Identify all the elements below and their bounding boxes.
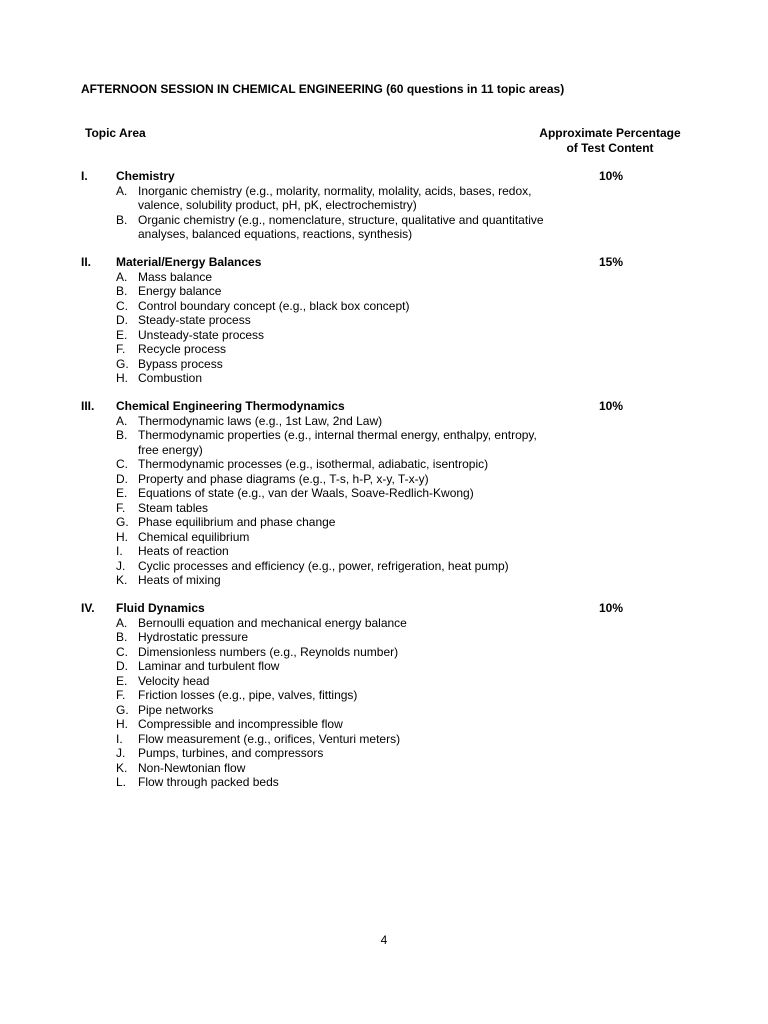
list-item [116,544,556,559]
item-letter: F. [116,688,126,702]
list-item [116,357,556,372]
section-items [116,616,556,790]
list-item [116,515,556,530]
item-text: Bypass process [138,356,223,371]
item-text: Velocity head [138,673,210,688]
list-item [116,659,556,674]
list-item [116,746,556,761]
item-letter: B. [116,630,128,644]
item-letter: C. [116,644,128,659]
item-text: Unsteady-state process [138,327,265,342]
item-text: Chemical equilibrium [138,529,250,544]
item-text: Laminar and turbulent flow [138,659,280,673]
section-number: IV. [81,601,95,615]
section-items [116,270,556,386]
item-letter: D. [116,313,128,327]
list-item [116,688,556,703]
item-text: Hydrostatic pressure [138,630,249,644]
section-percentage: 10% [598,399,624,413]
item-letter: A. [116,269,128,284]
item-letter: I. [116,544,123,558]
percentage-header [520,126,700,155]
item-letter: C. [116,298,128,313]
item-letter: E. [116,486,128,500]
item-text: Property and phase diagrams (e.g., T-s, h-P, x-y, T-x-y) [138,471,429,486]
section-percentage: 10% [598,169,624,183]
list-item [116,328,556,343]
item-text: Inorganic chemistry (e.g., molarity, normality, molality, acids, bases, redox, valence, solubility product, pH, pK, electrochemistry) [138,183,532,212]
list-item [116,371,556,386]
list-item [116,703,556,718]
item-text: Thermodynamic properties (e.g., internal thermal energy, enthalpy, entropy, free energy) [138,428,537,457]
list-item [116,486,556,501]
item-letter: B. [116,428,128,442]
item-letter: B. [116,284,128,298]
section-percentage: 15% [598,255,624,269]
item-text: Phase equilibrium and phase change [138,515,336,529]
item-letter: J. [116,746,126,760]
list-item [116,270,556,285]
item-letter: K. [116,573,128,587]
list-item [116,284,556,299]
item-text: Cyclic processes and efficiency (e.g., power, refrigeration, heat pump) [138,558,509,573]
section-title: Chemical Engineering Thermodynamics [116,399,345,413]
section-title: Material/Energy Balances [116,255,262,269]
list-item [116,472,556,487]
item-text: Control boundary concept (e.g., black box concept) [138,298,410,313]
item-letter: F. [116,342,126,356]
section-number: I. [81,169,88,183]
list-item [116,313,556,328]
item-letter: A. [116,183,128,198]
item-text: Energy balance [138,284,222,298]
item-text: Equations of state (e.g., van der Waals, Soave-Redlich-Kwong) [138,486,474,500]
percentage-header-line1: Approximate Percentage [539,126,681,140]
item-text: Thermodynamic laws (e.g., 1st Law, 2nd Law) [138,413,383,428]
list-item [116,299,556,314]
list-item [116,428,556,457]
section-items [116,184,556,242]
item-letter: C. [116,457,128,471]
item-text: Non-Newtonian flow [138,760,246,775]
list-item [116,761,556,776]
item-letter: D. [116,471,128,486]
item-text: Heats of reaction [138,544,229,558]
list-item [116,342,556,357]
list-item [116,573,556,588]
list-item [116,674,556,689]
item-letter: H. [116,371,128,385]
item-letter: G. [116,702,129,717]
list-item [116,457,556,472]
item-letter: I. [116,731,123,746]
item-text: Flow through packed beds [138,775,279,789]
list-item [116,645,556,660]
list-item [116,414,556,429]
list-item [116,213,556,242]
list-item [116,775,556,790]
topic-area-header: Topic Area [85,126,146,140]
item-letter: D. [116,659,128,673]
list-item [116,616,556,631]
percentage-header-line2: of Test Content [566,140,654,155]
section-number: II. [81,255,92,269]
item-letter: A. [116,413,128,428]
item-text: Compressible and incompressible flow [138,717,343,731]
section-title: Fluid Dynamics [116,601,205,615]
item-letter: H. [116,529,128,544]
list-item [116,184,556,213]
item-text: Organic chemistry (e.g., nomenclature, structure, qualitative and quantitative analyses, balanced equations, reactions, synthesis) [138,212,544,241]
item-letter: H. [116,717,128,731]
item-text: Steady-state process [138,313,251,327]
section-number: III. [81,399,95,413]
item-text: Mass balance [138,269,213,284]
item-text: Recycle process [138,342,227,356]
item-text: Combustion [138,371,203,385]
item-text: Pipe networks [138,702,214,717]
item-letter: J. [116,558,126,573]
list-item [116,530,556,545]
page-number: 4 [380,933,388,947]
item-text: Thermodynamic processes (e.g., isothermal, adiabatic, isentropic) [138,457,489,471]
item-text: Dimensionless numbers (e.g., Reynolds number) [138,644,399,659]
list-item [116,717,556,732]
section-percentage: 10% [598,601,624,615]
item-letter: E. [116,673,128,688]
item-text: Steam tables [138,500,209,515]
item-letter: B. [116,212,128,227]
item-text: Pumps, turbines, and compressors [138,746,324,760]
page-title: AFTERNOON SESSION IN CHEMICAL ENGINEERING (60 questions in 11 topic areas) [81,82,565,96]
list-item [116,559,556,574]
item-text: Bernoulli equation and mechanical energy balance [138,615,407,630]
item-letter: E. [116,327,128,342]
list-item [116,501,556,516]
section-title: Chemistry [116,169,175,183]
item-letter: A. [116,615,128,630]
item-letter: K. [116,760,128,775]
item-text: Friction losses (e.g., pipe, valves, fittings) [138,688,358,702]
item-text: Heats of mixing [138,573,221,587]
list-item [116,630,556,645]
list-item [116,732,556,747]
item-letter: G. [116,356,129,371]
item-letter: F. [116,500,126,515]
item-letter: G. [116,515,129,529]
item-text: Flow measurement (e.g., orifices, Venturi meters) [138,731,401,746]
section-items [116,414,556,588]
item-letter: L. [116,775,127,789]
